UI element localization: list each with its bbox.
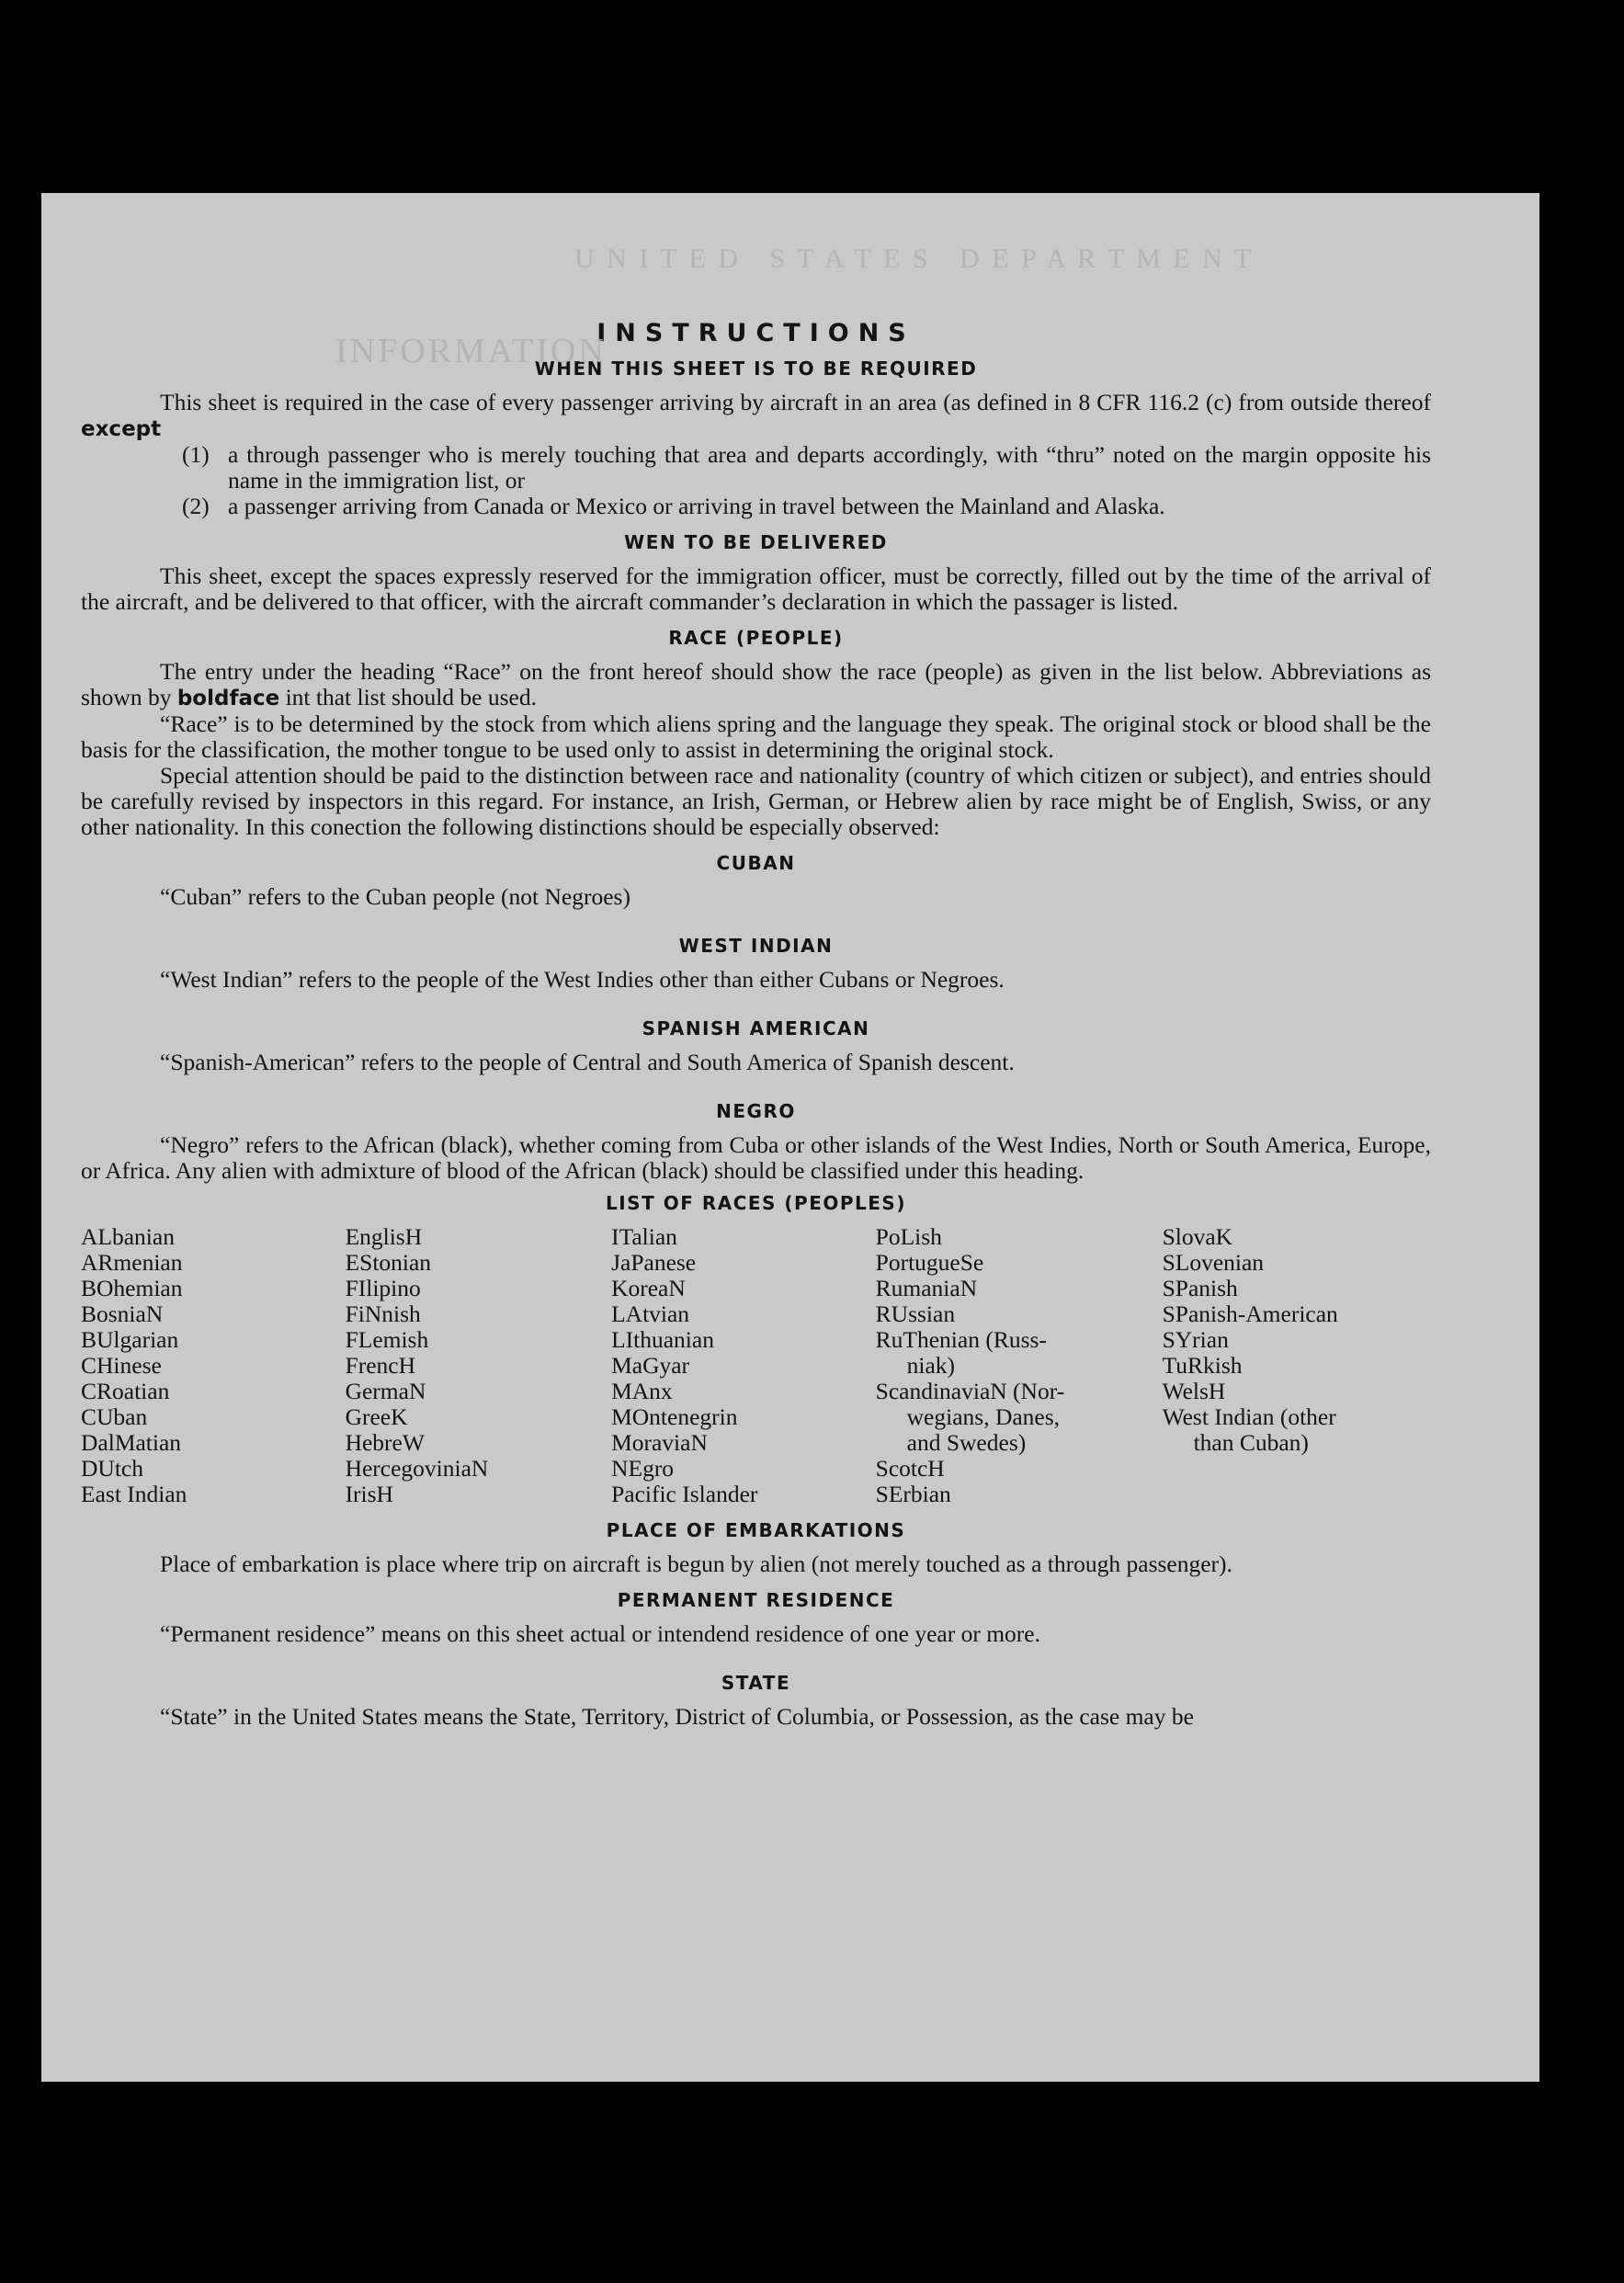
exception-item: (1) a through passenger who is merely touching that area and departs accordingly, with “thru” noted on the margin opposite his name in the immigration list, or bbox=[182, 441, 1431, 494]
section-heading-place-of-embarkation: PLACE OF EMBARKATIONS bbox=[606, 1519, 906, 1541]
race-entry: JaPanese bbox=[611, 1249, 697, 1276]
race-paragraph-3: Special attention should be paid to the distinction between race and nationality (country of which citizen or subject), and entries should be carefully revised by inspectors in this regard. For instance, an Irish, German, or Hebrew alien by race might be of English, Swiss, or any other nationality. In this conection the following distinctions should be especially observed: bbox=[81, 762, 1431, 840]
race-entry: DUtch bbox=[81, 1455, 143, 1482]
section-heading-west-indian: WEST INDIAN bbox=[678, 935, 834, 957]
race-column bbox=[1163, 1224, 1431, 1507]
race-entry: RumaniaN bbox=[875, 1275, 978, 1301]
race-entry: ARmenian bbox=[81, 1249, 183, 1276]
race-entry: MOntenegrin bbox=[611, 1403, 738, 1430]
race-entry: RUssian bbox=[875, 1301, 956, 1327]
race-entry: LAtvian bbox=[611, 1301, 690, 1327]
race-entry: SErbian bbox=[875, 1481, 951, 1507]
bleed-through-text: INFORMATION bbox=[335, 332, 607, 370]
race-entry: EStonian bbox=[345, 1249, 432, 1276]
race-column bbox=[611, 1224, 876, 1507]
race-entry: MoraviaN bbox=[611, 1429, 708, 1456]
race-entry: ScandinaviaN (Nor- bbox=[875, 1378, 1065, 1404]
race-entry: PortugueSe bbox=[875, 1249, 984, 1276]
race-entry: KoreaN bbox=[611, 1275, 686, 1301]
section-heading-state: STATE bbox=[721, 1672, 791, 1694]
race-paragraph-1: The entry under the heading “Race” on the front hereof should show the race (people) as given in the list below. Abbreviations as shown by boldface int that list should be used. bbox=[81, 658, 1431, 710]
section-heading-when-delivered: WEN TO BE DELIVERED bbox=[624, 531, 888, 553]
race-entry: ALbanian bbox=[81, 1223, 175, 1250]
race-entry: RuThenian (Russ- bbox=[875, 1326, 1047, 1353]
section-heading-race: RACE (PEOPLE) bbox=[668, 627, 844, 649]
race-entry: BOhemian bbox=[81, 1275, 183, 1301]
race-entry: CRoatian bbox=[81, 1378, 170, 1404]
race-entry: HercegoviniaN bbox=[345, 1455, 489, 1482]
race-entry: ITalian bbox=[611, 1223, 677, 1250]
race-entry: NEgro bbox=[611, 1455, 675, 1482]
race-entry: SPanish bbox=[1162, 1275, 1238, 1301]
spanish-american-text: “Spanish-American” refers to the people of Central and South America of Spanish descent. bbox=[160, 1049, 1015, 1075]
race-column bbox=[81, 1224, 346, 1507]
race-entry: niak) bbox=[906, 1352, 956, 1379]
race-entry: Pacific Islander bbox=[611, 1481, 758, 1507]
race-entry: FIlipino bbox=[345, 1275, 421, 1301]
race-entry: SlovaK bbox=[1162, 1223, 1233, 1250]
race-column bbox=[876, 1224, 1163, 1507]
race-entry: CUban bbox=[81, 1403, 148, 1430]
race-list bbox=[81, 1224, 1431, 1507]
when-delivered-text: This sheet, except the spaces expressly reserved for the immigration officer, must be correctly, filled out by the time of the arrival of the aircraft, and be delivered to that officer, with the aircraft commander’s declaration in which the passager is listed. bbox=[81, 562, 1431, 615]
race-entry: SYrian bbox=[1162, 1326, 1229, 1353]
when-required-text: This sheet is required in the case of every passenger arriving by aircraft in an area (as defined in 8 CFR 116.2 (c) from outside thereof except bbox=[81, 389, 1431, 441]
exception-item: (2) a passenger arriving from Canada or Mexico or arriving in travel between the Mainland and Alaska. bbox=[182, 493, 1165, 519]
race-entry: MAnx bbox=[611, 1378, 673, 1404]
state-text: “State” in the United States means the State, Territory, District of Columbia, or Possession, as the case may be bbox=[160, 1703, 1194, 1730]
west-indian-text: “West Indian” refers to the people of the West Indies other than either Cubans or Negroes. bbox=[160, 966, 1005, 993]
race-column bbox=[346, 1224, 612, 1507]
race-entry: CHinese bbox=[81, 1352, 162, 1379]
race-entry: BUlgarian bbox=[81, 1326, 179, 1353]
race-entry: PoLish bbox=[875, 1223, 942, 1250]
cuban-text: “Cuban” refers to the Cuban people (not Negroes) bbox=[160, 883, 630, 910]
section-heading-cuban: CUBAN bbox=[716, 852, 796, 874]
bleed-through-text: U N I T E D S T A T E S D E P A R T M E N T bbox=[574, 244, 1255, 274]
race-entry: MaGyar bbox=[611, 1352, 690, 1379]
document-page bbox=[41, 193, 1539, 2082]
race-entry: GermaN bbox=[345, 1378, 426, 1404]
race-entry: BosniaN bbox=[81, 1301, 164, 1327]
race-entry: ScotcH bbox=[875, 1455, 945, 1482]
race-entry: GreeK bbox=[345, 1403, 408, 1430]
race-entry: FiNnish bbox=[345, 1301, 421, 1327]
section-heading-negro: NEGRO bbox=[716, 1100, 796, 1122]
race-entry: FLemish bbox=[345, 1326, 429, 1353]
document-title: INSTRUCTIONS bbox=[596, 319, 915, 347]
race-entry: SLovenian bbox=[1162, 1249, 1265, 1276]
race-entry: wegians, Danes, bbox=[906, 1403, 1061, 1430]
permanent-residence-text: “Permanent residence” means on this sheet actual or intendend residence of one year or more. bbox=[160, 1620, 1040, 1647]
race-entry: WelsH bbox=[1162, 1378, 1226, 1404]
race-entry: DalMatian bbox=[81, 1429, 182, 1456]
race-entry: and Swedes) bbox=[906, 1429, 1027, 1456]
section-heading-spanish-american: SPANISH AMERICAN bbox=[642, 1017, 870, 1039]
race-entry: HebreW bbox=[345, 1429, 425, 1456]
section-heading-permanent-residence: PERMANENT RESIDENCE bbox=[617, 1589, 895, 1611]
race-entry: West Indian (other bbox=[1162, 1403, 1336, 1430]
race-entry: than Cuban) bbox=[1193, 1429, 1309, 1456]
section-heading-when-required: WHEN THIS SHEET IS TO BE REQUIRED bbox=[534, 358, 978, 380]
race-entry: LIthuanian bbox=[611, 1326, 714, 1353]
race-paragraph-2: “Race” is to be determined by the stock from which aliens spring and the language they speak. The original stock or blood shall be the basis for the classification, the mother tongue to be used only to assist in determining the original stock. bbox=[81, 710, 1431, 763]
place-of-embarkation-text: Place of embarkation is place where trip on aircraft is begun by alien (not merely touched as a through passenger). bbox=[160, 1550, 1232, 1577]
negro-text: “Negro” refers to the African (black), whether coming from Cuba or other islands of the West Indies, North or South America, Europe, or Africa. Any alien with admixture of blood of the African (black) should be classified under this heading. bbox=[81, 1131, 1431, 1184]
race-entry: TuRkish bbox=[1162, 1352, 1243, 1379]
race-entry: IrisH bbox=[345, 1481, 393, 1507]
section-heading-list-of-races: LIST OF RACES (PEOPLES) bbox=[606, 1192, 906, 1214]
race-entry: EnglisH bbox=[345, 1223, 423, 1250]
race-entry: East Indian bbox=[81, 1481, 187, 1507]
race-entry: FrencH bbox=[345, 1352, 416, 1379]
race-entry: SPanish-American bbox=[1162, 1301, 1338, 1327]
